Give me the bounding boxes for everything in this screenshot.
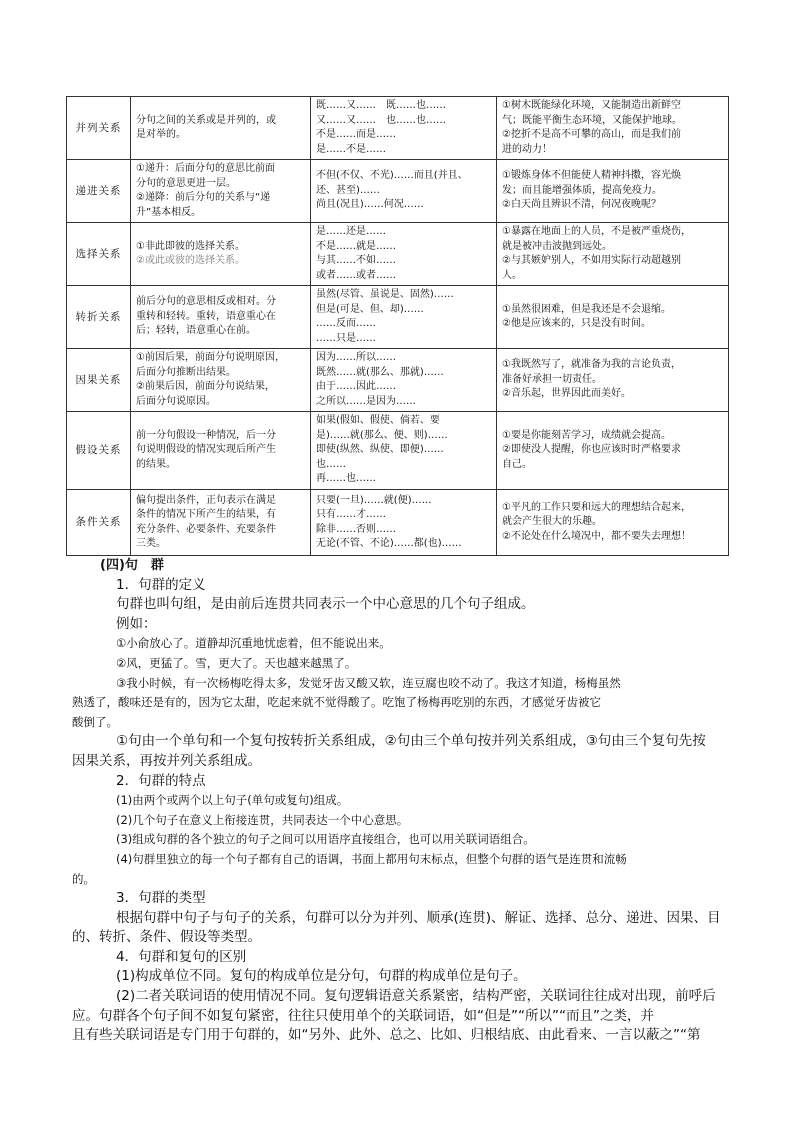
relation-explanation-cell (131, 97, 311, 160)
cell-line: 只要(一旦)……就(便)…… (316, 494, 432, 506)
relation-category: 并列关系 (67, 97, 131, 160)
relation-table (66, 96, 729, 556)
section-sentence-group (72, 556, 726, 1046)
cell-line: ……反而…… (316, 318, 376, 329)
relation-connectives-cell (311, 412, 497, 490)
relation-connectives-cell (311, 490, 497, 556)
relation-category: 假设关系 (67, 412, 131, 490)
relation-category: 转折关系 (67, 286, 131, 349)
cell-line: ①树木既能绿化环境，又能制造出新鲜空 (502, 100, 681, 111)
cell-line: 充分条件、必要条件、充要条件 (136, 523, 276, 535)
cell-line: 后面分句说原因。 (136, 395, 216, 407)
cell-line: 升”基本相反。 (136, 206, 202, 218)
example-1: ①小俞放心了。道静却沉重地忧虑着，但不能说出来。 (116, 636, 391, 651)
relation-examples-cell (497, 349, 729, 412)
cell-line: 条件的情况下所产生的结果，有 (136, 509, 276, 520)
relation-category: 因果关系 (67, 349, 131, 412)
cell-line: 尚且(况且)……何况…… (316, 199, 424, 211)
relation-category: 选择关系 (67, 223, 131, 286)
cell-line: 是)……就(那么、便、则)…… (316, 429, 448, 441)
table-row (67, 160, 729, 223)
difference-2-line-3: 且有些关联词语是专门用于句群的，如“另外、此外、总之、比如、归根结底、由此看来、一言以蔽之”“第 (72, 1027, 701, 1044)
cell-line: 后面分句推断出结果。 (136, 366, 236, 378)
cell-line: 还、甚至)…… (316, 184, 380, 196)
cell-line: 但是(可是、但、却)…… (316, 303, 424, 315)
cell-line: ①我既然写了，就准备为我的言论负责， (502, 359, 681, 371)
example-2: ②风，更猛了。雪，更大了。天也越来越黑了。 (116, 655, 357, 670)
relation-category: 递进关系 (67, 160, 131, 223)
relation-explanation-cell (131, 412, 311, 490)
relation-connectives-cell (311, 223, 497, 286)
cell-line: ②或此或彼的选择关系。 (136, 255, 245, 266)
cell-line: ①递升：后面分句的意思比前面 (136, 163, 275, 174)
cell-line: 虽然(尽管、虽说是、固然)…… (316, 289, 454, 300)
cell-line: ……只是…… (316, 332, 376, 344)
relation-explanation-cell (131, 286, 311, 349)
cell-line: 句说明假设的情况实现后所产生 (136, 444, 276, 456)
feature-1: (1)由两个或两个以上句子(单句或复句)组成。 (116, 793, 349, 808)
cell-line: 分句之间的关系或是并列的，或 (136, 114, 276, 126)
difference-2-line-2: 应。句群各个句子间不如复句紧密，往往只使用单个的关联词语，如“但是”“所以”“而且”之类，并 (72, 1007, 654, 1024)
relation-explanation-cell (131, 160, 311, 223)
relation-explanation-cell (131, 490, 311, 556)
feature-4-line-2: 的。 (72, 871, 95, 886)
cell-line: 除非……否则…… (316, 523, 396, 535)
cell-line: 不但(不仅、不光)……而且(并且、 (316, 170, 468, 182)
cell-line: 就是被冲击波抛到远处。 (502, 240, 612, 252)
cell-line: 进的动力！ (502, 143, 552, 155)
table-row (67, 223, 729, 286)
cell-line: 的结果。 (136, 458, 176, 470)
cell-line: 分句的意思更进一层。 (136, 177, 236, 189)
cell-line: 只有……才…… (316, 509, 386, 520)
cell-line: 既……又…… 既……也…… (316, 100, 446, 111)
cell-line: 人。 (502, 269, 522, 281)
difference-1: (1)构成单位不同。复句的构成单位是分句，句群的构成单位是句子。 (116, 968, 527, 985)
cell-line: ②白天尚且辨识不清，何况夜晚呢？ (502, 199, 661, 211)
cell-line: 三类。 (136, 538, 166, 549)
example-3-line-2: 熟透了，酸味还是有的，因为它太甜，吃起来就不觉得酸了。吃饱了杨梅再吃别的东西，才感觉牙齿被它 (72, 695, 601, 710)
cell-line: ②递降：前后分句的关系与“递 (136, 192, 271, 203)
table-row (67, 490, 729, 556)
cell-line: 就会产生很大的乐趣。 (502, 516, 602, 528)
feature-4-line-1: (4)句群里独立的每一个句子都有自己的语调，书面上都用句末标点，但整个句群的语气是连贯和流畅 (116, 851, 627, 866)
cell-line: ①暴露在地面上的人员，不是被严重烧伤， (502, 226, 691, 237)
cell-line: 准备好承担一切责任。 (502, 373, 602, 385)
cell-line: ①平凡的工作只要和远大的理想结合起来， (502, 501, 691, 513)
cell-line: ①锻炼身体不但能使人精神抖擞，容光焕 (502, 170, 681, 182)
cell-line: 再……也…… (316, 473, 376, 485)
example-label: 例如： (116, 615, 157, 632)
relation-connectives-cell (311, 97, 497, 160)
cell-line: ②挖折不是高不可攀的高山，而是我们前 (502, 129, 681, 140)
cell-line: ②不论处在什么境况中，都不要失去理想！ (502, 530, 691, 542)
cell-line: ①要是你能刻苦学习，成绩就会提高。 (502, 429, 671, 441)
cell-line: ①前因后果，前面分句说明原因， (136, 352, 285, 363)
cell-line: 前一分句假设一种情况，后一分 (136, 429, 276, 441)
subheading-definition: 1．句群的定义 (116, 576, 206, 593)
relation-examples-cell (497, 412, 729, 490)
cell-line: 是……不是…… (316, 143, 386, 155)
table-row (67, 412, 729, 490)
subheading-difference: 4．句群和复句的区别 (116, 948, 247, 965)
cell-line: 气；既能平衡生态环境，又能保护地球。 (502, 114, 682, 126)
table-row (67, 97, 729, 160)
relation-examples-cell (497, 286, 729, 349)
cell-line: 也…… (316, 458, 346, 470)
cell-line: 既然……就(那么、那就)…… (316, 366, 444, 378)
cell-line: 如果(假如、假使、倘若、要 (316, 415, 440, 427)
cell-line: 前后分句的意思相反或相对。分 (136, 296, 276, 308)
cell-line: 发；而且能增强体质，提高免疫力。 (502, 184, 662, 196)
cell-line: ②即使没人提醒，你也应该时时严格要求 (502, 444, 681, 456)
relation-examples-cell (497, 223, 729, 286)
table-row (67, 349, 729, 412)
cell-line: 之所以……是因为…… (316, 395, 416, 407)
cell-line: 是对举的。 (136, 129, 186, 140)
relation-examples-cell (497, 160, 729, 223)
relation-connectives-cell (311, 160, 497, 223)
cell-line: 又……又…… 也……也…… (316, 114, 446, 126)
cell-line: ①非此即彼的选择关系。 (136, 240, 245, 252)
types-line-1: 根据句群中句子与句子的关系，句群可以分为并列、顺承(连贯)、解证、选择、总分、递进、因果、目 (116, 909, 721, 926)
relation-category: 条件关系 (67, 490, 131, 556)
subheading-types: 3．句群的类型 (116, 890, 206, 907)
cell-line: 无论(不管、不论)……都(也)…… (316, 538, 462, 549)
relation-table-body (67, 97, 729, 556)
table-row (67, 286, 729, 349)
cell-line: 由于……因此…… (316, 381, 396, 392)
cell-line: 是……还是…… (316, 226, 386, 237)
feature-3: (3)组成句群的各个独立的句子之间可以用语序直接组合，也可以用关联词语组合。 (116, 832, 535, 847)
cell-line: ②前果后因，前面分句说结果， (136, 381, 275, 392)
relation-examples-cell (497, 490, 729, 556)
cell-line: 或者……或者…… (316, 269, 396, 281)
analysis-line-2: 因果关系，再按并列关系组成。 (72, 752, 261, 769)
relation-examples-cell (497, 97, 729, 160)
relation-explanation-cell (131, 223, 311, 286)
cell-line: 与其……不如…… (316, 255, 396, 266)
cell-line: ①虽然很困难，但是我还是不会退缩。 (502, 303, 671, 315)
relation-connectives-cell (311, 349, 497, 412)
difference-2-line-1: (2)二者关联词语的使用情况不同。复句逻辑语意关系紧密，结构严密，关联词往往成对出现，前呼后 (116, 988, 716, 1005)
section-heading: (四)句 群 (100, 558, 164, 573)
cell-line: ②音乐起，世界因此而美好。 (502, 388, 631, 400)
cell-line: 重转和轻转。重转，语意重心在 (136, 310, 276, 322)
cell-line: 不是……就是…… (316, 240, 396, 252)
example-3-line-3: 酸倒了。 (72, 714, 118, 729)
cell-line: ②与其嫉妒别人，不如用实际行动超越别 (502, 255, 681, 266)
subheading-features: 2．句群的特点 (116, 772, 206, 789)
definition-text: 句群也叫句组，是由前后连贯共同表示一个中心意思的几个句子组成。 (116, 596, 535, 613)
analysis-line-1: ①句由一个单句和一个复句按转折关系组成，②句由三个单句按并列关系组成，③句由三个复句先按 (116, 733, 706, 750)
cell-line: 因为……所以…… (316, 352, 396, 363)
cell-line: ②他是应该来的，只是没有时间。 (502, 318, 651, 329)
types-line-2: 的、转折、条件、假设等类型。 (72, 929, 261, 946)
relation-explanation-cell (131, 349, 311, 412)
cell-line: 不是……而是…… (316, 129, 396, 140)
relation-connectives-cell (311, 286, 497, 349)
feature-2: (2)几个句子在意义上衔接连贯，共同表达一个中心意思。 (116, 812, 409, 827)
cell-line: 自己。 (502, 458, 532, 470)
cell-line: 后；轻转，语意重心在前。 (136, 325, 256, 337)
example-3-line-1: ③我小时候，有一次杨梅吃得太多，发觉牙齿又酸又软，连豆腐也咬不动了。我这才知道，杨梅虽然 (116, 675, 621, 690)
cell-line: 偏句提出条件，正句表示在满足 (136, 494, 276, 506)
cell-line: 即使(纵然、纵使、即便)…… (316, 444, 444, 456)
